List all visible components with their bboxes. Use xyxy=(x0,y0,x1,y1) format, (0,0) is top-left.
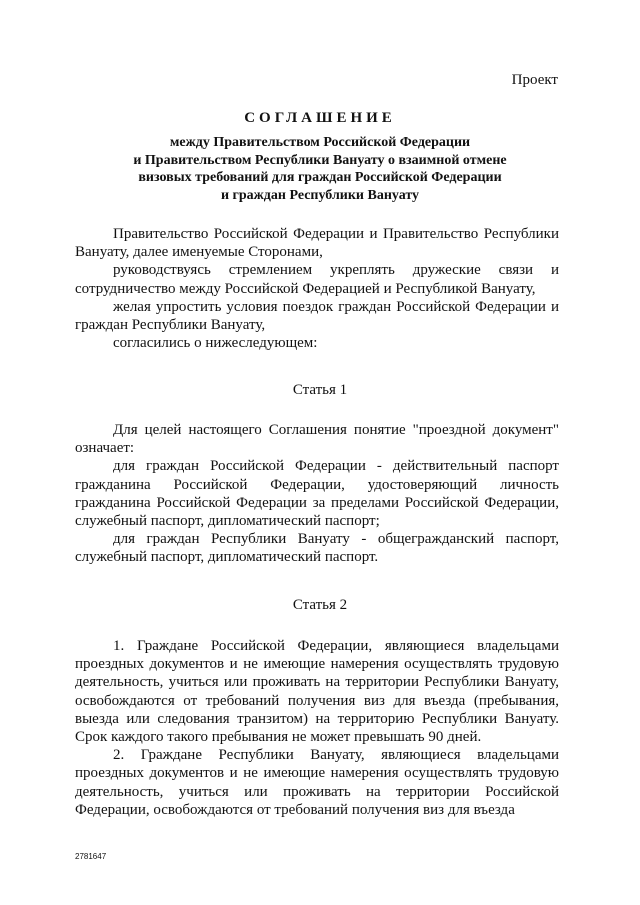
subtitle-line: и Правительством Республики Вануату о взаимной отмене xyxy=(133,152,507,168)
subtitle-line: между Правительством Российской Федерации xyxy=(169,135,471,150)
preamble xyxy=(75,225,559,352)
article-1-body xyxy=(75,421,559,567)
subtitle-line: и граждан Республики Вануату xyxy=(220,187,420,203)
article-paragraph: для граждан Республики Вануату - общегражданский паспорт, служебный паспорт, дипломатический паспорт. xyxy=(75,531,559,566)
subtitle-line: визовых требований для граждан Российской Федерации xyxy=(138,170,502,185)
preamble-paragraph: Правительство Российской Федерации и Правительство Республики Вануату, далее именуемые Сторонами, xyxy=(75,226,559,261)
article-paragraph: Для целей настоящего Соглашения понятие "проездной документ" означает: xyxy=(75,422,559,457)
preamble-paragraph: согласились о нижеследующем: xyxy=(113,335,318,352)
document-code: 2781647 xyxy=(75,852,107,861)
agreement-subtitle xyxy=(60,134,580,204)
draft-label: Проект xyxy=(511,72,558,88)
article-1-heading: Статья 1 xyxy=(292,382,348,398)
agreement-title: СОГЛАШЕНИЕ xyxy=(244,110,396,126)
article-paragraph: 2. Граждане Республики Вануату, являющиеся владельцами проездных документов и не имеющие намерения осуществлять трудовую деятельность, учиться или проживать на территории Российской Федерации, освобождаются от требований получения виз для въезда xyxy=(75,747,559,818)
preamble-paragraph: руководствуясь стремлением укреплять дружеские связи и сотрудничество между Российской Федерацией и Республикой Вануату, xyxy=(75,262,559,297)
preamble-paragraph: желая упростить условия поездок граждан Российской Федерации и граждан Республики Вануату, xyxy=(75,298,559,334)
article-paragraph: для граждан Российской Федерации - действительный паспорт гражданина Российской Федерации, удостоверяющий личность гражданина Российской Федерации за пределами Российской Федерации, служебный паспорт, дипломатический паспорт; xyxy=(75,458,559,530)
article-paragraph: 1. Граждане Российской Федерации, являющиеся владельцами проездных документов и не имеющие намерения осуществлять трудовую деятельность, учиться или проживать на территории Республики Вануату, освобождаются от требований получения виз для въезда (пребывания, выезда или следования транзитом) на территорию Республики Вануату. Срок каждого такого пребывания не может превышать 90 дней. xyxy=(75,638,559,746)
article-2-body xyxy=(75,637,559,819)
article-2-heading: Статья 2 xyxy=(292,597,348,613)
